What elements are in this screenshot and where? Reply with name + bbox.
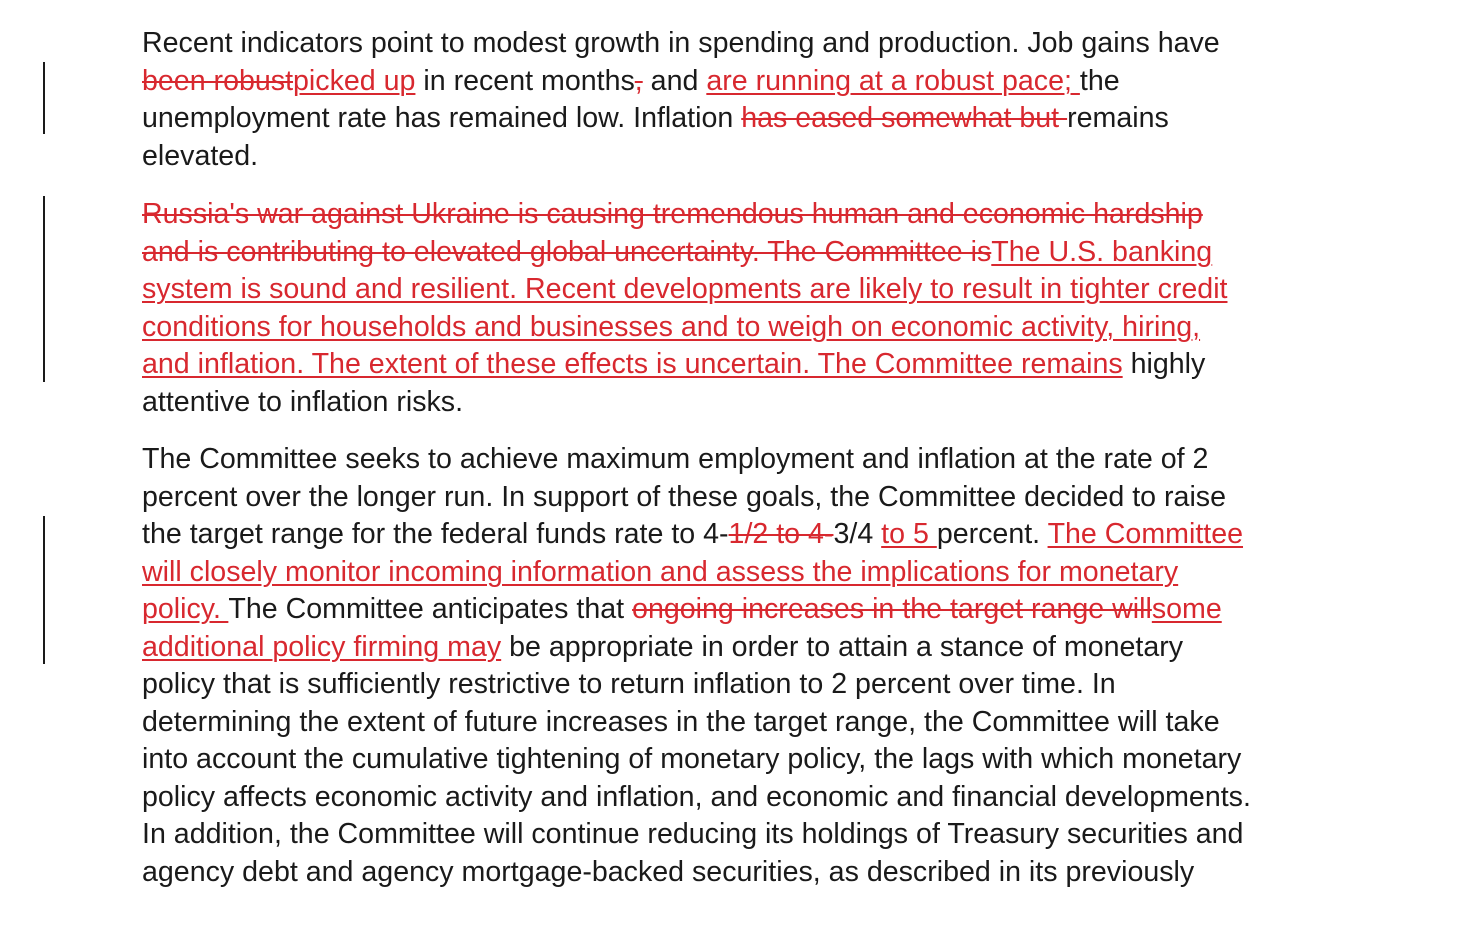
change-bar	[43, 62, 45, 134]
body-text: highly	[1122, 348, 1206, 380]
text-line	[142, 63, 1417, 101]
change-bar	[43, 516, 45, 664]
text-line	[142, 25, 1417, 63]
text-line	[142, 516, 1417, 554]
deleted-text: been robust	[142, 64, 294, 97]
text-line	[142, 441, 1417, 479]
deleted-text: 1/2 to 4-	[728, 518, 834, 550]
text-line	[142, 271, 1417, 309]
text-line	[142, 779, 1417, 817]
inserted-text: and inflation. The extent of these effects is uncertain. The Committee remains	[142, 348, 1123, 380]
body-text: and	[642, 64, 707, 97]
text-line	[142, 138, 1417, 176]
text-line	[142, 234, 1417, 272]
inserted-text: some	[1151, 593, 1222, 625]
body-text: percent.	[936, 518, 1048, 550]
body-text: the target range for the federal funds rate to 4-	[142, 518, 729, 550]
text-line	[142, 666, 1417, 704]
body-text: unemployment rate has remained low. Inflation	[142, 102, 742, 134]
inserted-text: additional policy firming may	[142, 630, 502, 663]
inserted-text: will closely monitor incoming information and assess the implications for monetary	[142, 555, 1179, 588]
body-text: 3/4	[833, 518, 882, 550]
body-text: remains	[1067, 102, 1169, 134]
paragraph-committee-policy	[142, 441, 1417, 891]
text-line	[142, 309, 1417, 347]
inserted-text: picked up	[293, 64, 416, 97]
body-text: Recent indicators point to modest growth in spending and production. Job gains have	[142, 27, 1220, 59]
body-text: be appropriate in order to attain a stance of monetary	[501, 630, 1184, 663]
inserted-text: The Committee	[1047, 518, 1244, 550]
inserted-text: to 5	[881, 518, 937, 550]
body-text: determining the extent of future increases in the target range, the Committee will take	[142, 705, 1220, 738]
deleted-text: and is contributing to elevated global uncertainty. The Committee is	[142, 235, 992, 268]
inserted-text: are running at a robust pace;	[706, 64, 1080, 97]
text-line	[142, 629, 1417, 667]
text-line	[142, 816, 1417, 854]
deleted-text: has eased somewhat but	[741, 102, 1068, 134]
inserted-text: conditions for households and businesses and to weigh on economic activity, hiring,	[142, 310, 1201, 343]
inserted-text: system is sound and resilient. Recent developments are likely to result in tighter credit	[142, 273, 1228, 305]
body-text: agency debt and agency mortgage-backed securities, as described in its previously	[142, 855, 1195, 888]
text-line	[142, 100, 1417, 138]
body-text: percent over the longer run. In support of these goals, the Committee decided to raise	[142, 480, 1227, 513]
text-line	[142, 741, 1417, 779]
text-line	[142, 384, 1417, 422]
body-text: policy affects economic activity and inflation, and economic and financial developments.	[142, 780, 1251, 813]
deleted-text: Russia's war against Ukraine is causing tremendous human and economic hardship	[142, 198, 1203, 230]
text-line	[142, 554, 1417, 592]
body-text: into account the cumulative tightening of monetary policy, the lags with which monetary	[142, 743, 1242, 775]
body-text: in recent months	[415, 64, 635, 97]
text-line	[142, 704, 1417, 742]
text-line	[142, 479, 1417, 517]
deleted-text: ,	[634, 64, 643, 97]
change-bar	[43, 196, 45, 382]
body-text: the	[1079, 64, 1120, 97]
text-line	[142, 196, 1417, 234]
text-line	[142, 854, 1417, 892]
text-line	[142, 346, 1417, 384]
body-text: policy that is sufficiently restrictive to return inflation to 2 percent over time. In	[142, 668, 1116, 700]
body-text: The Committee anticipates that	[228, 593, 633, 625]
body-text: In addition, the Committee will continue reducing its holdings of Treasury securities and	[142, 818, 1244, 850]
body-text: elevated.	[142, 139, 259, 172]
text-line	[142, 591, 1417, 629]
body-text: attentive to inflation risks.	[142, 385, 464, 418]
deleted-text: ongoing increases in the target range will	[632, 593, 1152, 625]
paragraph-banking-system	[142, 196, 1417, 421]
inserted-text: The U.S. banking	[991, 235, 1213, 268]
paragraph-economic-conditions	[142, 25, 1417, 175]
body-text: The Committee seeks to achieve maximum employment and inflation at the rate of 2	[142, 443, 1209, 475]
inserted-text: policy.	[142, 593, 229, 625]
